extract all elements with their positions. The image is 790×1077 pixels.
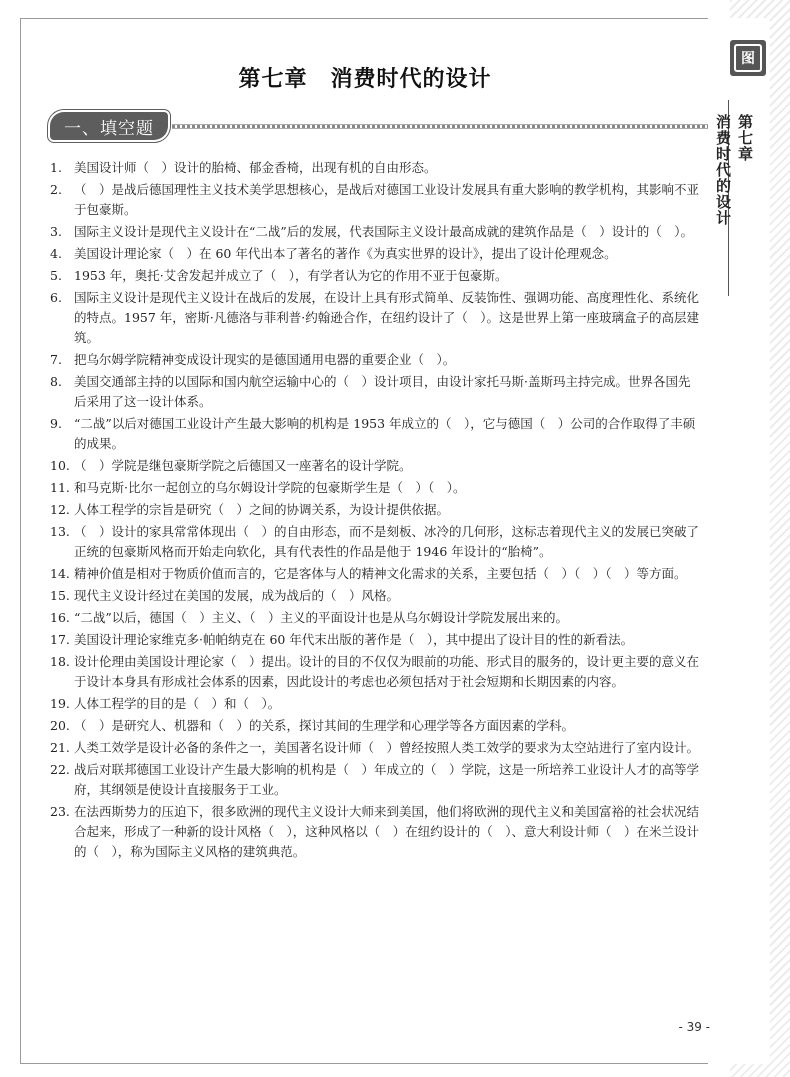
side-chapter-number: 第七章 bbox=[736, 114, 754, 162]
logo-text: 图 bbox=[734, 44, 762, 72]
question-item bbox=[50, 630, 700, 650]
question-text: 现代主义设计经过在美国的发展，成为战后的（ ）风格。 bbox=[74, 588, 400, 603]
question-number: 9. bbox=[50, 416, 62, 431]
question-text: 和马克斯·比尔一起创立的乌尔姆设计学院的包豪斯学生是（ ）（ ）。 bbox=[74, 480, 466, 495]
question-item bbox=[50, 288, 700, 348]
question-number: 21. bbox=[50, 740, 70, 755]
question-item bbox=[50, 608, 700, 628]
question-item bbox=[50, 266, 700, 286]
question-item bbox=[50, 414, 700, 454]
question-item bbox=[50, 586, 700, 606]
question-number: 5. bbox=[50, 268, 62, 283]
question-text: “二战”以后，德国（ ）主义、（ ）主义的平面设计也是从乌尔姆设计学院发展出来的。 bbox=[74, 610, 569, 625]
question-item bbox=[50, 180, 700, 220]
question-text: 精神价值是相对于物质价值而言的，它是客体与人的精神文化需求的关系，主要包括（ ）（ ）（ ）等方面。 bbox=[74, 566, 687, 581]
question-item bbox=[50, 652, 700, 692]
question-item bbox=[50, 694, 700, 714]
question-text: “二战”以后对德国工业设计产生最大影响的机构是 1953 年成立的（ ），它与德国（ ）公司的合作取得了丰硕的成果。 bbox=[74, 416, 696, 451]
question-text: 国际主义设计是现代主义设计在战后的发展，在设计上具有形式简单、反装饰性、强调功能、高度理性化、系统化的特点。1957 年，密斯·凡德洛与菲利普·约翰逊合作，在纽约设计了（ ）。这是世界上第一座玻璃盒子的高层建筑。 bbox=[74, 290, 700, 345]
question-number: 2. bbox=[50, 182, 62, 197]
question-number: 20. bbox=[50, 718, 70, 733]
question-number: 23. bbox=[50, 804, 70, 819]
question-text: 设计伦理由美国设计理论家（ ）提出。设计的目的不仅仅为眼前的功能、形式目的服务的，设计更主要的意义在于设计本身具有形成社会体系的因素，因此设计的考虑也必须包括对于社会短期和长期因素的内容。 bbox=[74, 654, 700, 689]
question-number: 11. bbox=[50, 480, 70, 495]
question-item bbox=[50, 738, 700, 758]
chapter-title: 第七章 消费时代的设计 bbox=[238, 67, 492, 92]
question-text: 美国设计师（ ）设计的胎椅、郁金香椅，出现有机的自由形态。 bbox=[74, 160, 437, 175]
question-text: 战后对联邦德国工业设计产生最大影响的机构是（ ）年成立的（ ）学院，这是一所培养工业设计人才的高等学府，其纲领是使设计直接服务于工业。 bbox=[74, 762, 700, 797]
question-text: 国际主义设计是现代主义设计在“二战”后的发展，代表国际主义设计最高成就的建筑作品是（ ）设计的（ ）。 bbox=[74, 224, 694, 239]
question-number: 14. bbox=[50, 566, 70, 581]
section-divider bbox=[172, 124, 708, 129]
question-number: 15. bbox=[50, 588, 70, 603]
question-number: 16. bbox=[50, 610, 70, 625]
question-item bbox=[50, 456, 700, 476]
side-chapter-label bbox=[714, 114, 756, 226]
question-item bbox=[50, 244, 700, 264]
question-number: 4. bbox=[50, 246, 62, 261]
question-item bbox=[50, 222, 700, 242]
question-item bbox=[50, 350, 700, 370]
question-number: 3. bbox=[50, 224, 62, 239]
question-number: 17. bbox=[50, 632, 70, 647]
question-number: 10. bbox=[50, 458, 70, 473]
question-item bbox=[50, 760, 700, 800]
question-text: （ ）学院是继包豪斯学院之后德国又一座著名的设计学院。 bbox=[74, 458, 412, 473]
question-item bbox=[50, 158, 700, 178]
question-text: 美国交通部主持的以国际和国内航空运输中心的（ ）设计项目，由设计家托马斯·盖斯玛主持完成。世界各国先后采用了这一设计体系。 bbox=[74, 374, 691, 409]
question-text: 在法西斯势力的压迫下，很多欧洲的现代主义设计大师来到美国，他们将欧洲的现代主义和美国富裕的社会状况结合起来，形成了一种新的设计风格（ ），这种风格以（ ）在纽约设计的（ ）、意大利设计师（ ）在米兰设计的（ ），称为国际主义风格的建筑典范。 bbox=[74, 804, 700, 859]
question-item bbox=[50, 716, 700, 736]
question-number: 18. bbox=[50, 654, 70, 669]
question-number: 12. bbox=[50, 502, 70, 517]
question-text: 人类工效学是设计必备的条件之一，美国著名设计师（ ）曾经按照人类工效学的要求为太空站进行了室内设计。 bbox=[74, 740, 700, 755]
question-item bbox=[50, 372, 700, 412]
question-text: 1953 年，奥托·艾舍发起并成立了（ ），有学者认为它的作用不亚于包豪斯。 bbox=[74, 268, 508, 283]
question-text: 把乌尔姆学院精神变成设计现实的是德国通用电器的重要企业（ ）。 bbox=[74, 352, 456, 367]
question-number: 7. bbox=[50, 352, 62, 367]
question-number: 6. bbox=[50, 290, 62, 305]
question-item bbox=[50, 478, 700, 498]
page-number: - 39 - bbox=[678, 1020, 710, 1034]
question-text: 美国设计理论家维克多·帕帕纳克在 60 年代末出版的著作是（ ），其中提出了设计目的性的新看法。 bbox=[74, 632, 634, 647]
question-item bbox=[50, 500, 700, 520]
question-text: 人体工程学的目的是（ ）和（ ）。 bbox=[74, 696, 281, 711]
question-list bbox=[50, 158, 700, 864]
section-title: 一、填空题 bbox=[50, 112, 168, 140]
question-item bbox=[50, 564, 700, 584]
question-item bbox=[50, 522, 700, 562]
question-number: 8. bbox=[50, 374, 62, 389]
side-chapter-subject: 消费时代的设计 bbox=[714, 114, 732, 226]
question-number: 22. bbox=[50, 762, 70, 777]
question-number: 13. bbox=[50, 524, 70, 539]
question-text: （ ）设计的家具常常体现出（ ）的自由形态，而不是刻板、冰冷的几何形，这标志着现代主义的发展已突破了正统的包豪斯风格而开始走向软化，具有代表性的作品是他于 1946 年设计的“胎椅”。 bbox=[74, 524, 700, 559]
question-number: 1. bbox=[50, 160, 62, 175]
question-text: 美国设计理论家（ ）在 60 年代出本了著名的著作《为真实世界的设计》，提出了设计伦理观念。 bbox=[74, 246, 617, 261]
question-text: （ ）是研究人、机器和（ ）的关系，探讨其间的生理学和心理学等各方面因素的学科。 bbox=[74, 718, 575, 733]
question-text: 人体工程学的宗旨是研究（ ）之间的协调关系，为设计提供依据。 bbox=[74, 502, 450, 517]
question-text: （ ）是战后德国理性主义技术美学思想核心，是战后对德国工业设计发展具有重大影响的教学机构，其影响不亚于包豪斯。 bbox=[74, 182, 700, 217]
question-item bbox=[50, 802, 700, 862]
question-number: 19. bbox=[50, 696, 70, 711]
book-logo-icon bbox=[730, 40, 766, 76]
